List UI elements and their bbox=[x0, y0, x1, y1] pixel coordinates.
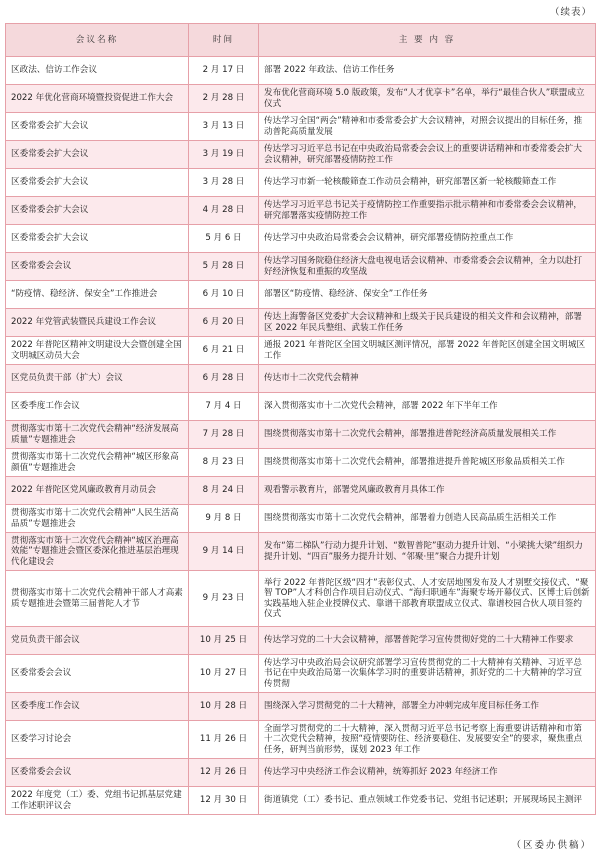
cell-meeting-name: 2022 年普陀区党风廉政教育月动员会 bbox=[6, 477, 189, 505]
cell-content: 传达学习党的二十大会议精神，部署普陀学习宣传贯彻好党的二十大精神工作要求 bbox=[259, 627, 596, 655]
cell-content: 传达学习习近平总书记关于疫情防控工作重要指示批示精神和市委常委会会议精神，研究部署落实疫情防控工作 bbox=[259, 197, 596, 225]
cell-meeting-name: 区委常委会扩大会议 bbox=[6, 169, 189, 197]
table-row bbox=[6, 309, 596, 337]
cell-date: 3 月 13 日 bbox=[189, 113, 259, 141]
cell-content: 围绕深入学习贯彻党的二十大精神，部署全力冲刺完成年度目标任务工作 bbox=[259, 693, 596, 721]
table-row bbox=[6, 197, 596, 225]
cell-meeting-name: 区委季度工作会议 bbox=[6, 693, 189, 721]
table-row bbox=[6, 113, 596, 141]
cell-date: 6 月 28 日 bbox=[189, 365, 259, 393]
continued-label: （续表） bbox=[549, 7, 592, 18]
table-row bbox=[6, 141, 596, 169]
table-row bbox=[6, 505, 596, 533]
meeting-table bbox=[5, 23, 596, 815]
cell-date: 12 月 26 日 bbox=[189, 759, 259, 787]
cell-meeting-name: 区委季度工作会议 bbox=[6, 393, 189, 421]
cell-meeting-name: 区政法、信访工作会议 bbox=[6, 57, 189, 85]
cell-content: 举行 2022 年普陀区级“四才”表彰仪式、人才安居地图发布及人才别墅交接仪式、“聚智 TOP”人才科创合作项目启动仪式、“海归职通车”海聚专场开幕仪式、区博士后创新实践基地入驻企业授牌仪式、靠谱干部教育联盟成立仪式、靠谱校园合伙人项目签约仪式 bbox=[259, 571, 596, 627]
header-content: 主 要 内 容 bbox=[259, 24, 596, 57]
table-row bbox=[6, 57, 596, 85]
cell-meeting-name: 贯彻落实市第十二次党代会精神“经济发展高质量”专题推进会 bbox=[6, 421, 189, 449]
table-row bbox=[6, 253, 596, 281]
cell-date: 5 月 28 日 bbox=[189, 253, 259, 281]
cell-date: 8 月 24 日 bbox=[189, 477, 259, 505]
cell-date: 5 月 6 日 bbox=[189, 225, 259, 253]
cell-meeting-name: 区委常委会会议 bbox=[6, 253, 189, 281]
cell-meeting-name: 区委常委会扩大会议 bbox=[6, 225, 189, 253]
table-row bbox=[6, 337, 596, 365]
table-row bbox=[6, 421, 596, 449]
table-row bbox=[6, 477, 596, 505]
cell-content: 传达学习国务院稳住经济大盘电视电话会议精神、市委常委会会议精神，全力以赴打好经济恢复和重振的攻坚战 bbox=[259, 253, 596, 281]
cell-date: 9 月 14 日 bbox=[189, 533, 259, 571]
cell-date: 6 月 10 日 bbox=[189, 281, 259, 309]
table-row bbox=[6, 655, 596, 693]
source-note: （区委办供稿） bbox=[511, 840, 592, 851]
table-row bbox=[6, 627, 596, 655]
cell-date: 6 月 21 日 bbox=[189, 337, 259, 365]
cell-content: 部署区“防疫情、稳经济、保安全”工作任务 bbox=[259, 281, 596, 309]
cell-meeting-name: 区委常委会扩大会议 bbox=[6, 141, 189, 169]
table-row bbox=[6, 85, 596, 113]
cell-content: 围绕贯彻落实市第十二次党代会精神，部署推进普陀经济高质量发展相关工作 bbox=[259, 421, 596, 449]
cell-meeting-name: 2022 年度党（工）委、党组书记抓基层党建工作述职评议会 bbox=[6, 787, 189, 815]
cell-content: 深入贯彻落实市十二次党代会精神，部署 2022 年下半年工作 bbox=[259, 393, 596, 421]
cell-meeting-name: 2022 年党管武装暨民兵建设工作会议 bbox=[6, 309, 189, 337]
cell-date: 8 月 23 日 bbox=[189, 449, 259, 477]
cell-date: 3 月 28 日 bbox=[189, 169, 259, 197]
cell-date: 7 月 4 日 bbox=[189, 393, 259, 421]
table-row bbox=[6, 365, 596, 393]
table-row bbox=[6, 449, 596, 477]
cell-content: 传达学习市新一轮核酸筛查工作动员会精神，研究部署区新一轮核酸筛查工作 bbox=[259, 169, 596, 197]
cell-content: 发布“第二梯队”行动力提升计划、“数智普陀”驱动力提升计划、“小梁挑大梁”组织力提升计划、“四百”服务力提升计划、“邻聚·里”聚合力提升计划 bbox=[259, 533, 596, 571]
cell-meeting-name: 2022 年优化营商环境暨投资促进工作大会 bbox=[6, 85, 189, 113]
cell-meeting-name: “防疫情、稳经济、保安全”工作推进会 bbox=[6, 281, 189, 309]
cell-content: 围绕贯彻落实市第十二次党代会精神，部署推进提升普陀城区形象品质相关工作 bbox=[259, 449, 596, 477]
cell-content: 传达学习全国“两会”精神和市委常委会扩大会议精神，对照会议提出的目标任务，推动普陀高质量发展 bbox=[259, 113, 596, 141]
cell-meeting-name: 贯彻落实市第十二次党代会精神“城区形象高颜值”专题推进会 bbox=[6, 449, 189, 477]
cell-meeting-name: 区委常委会会议 bbox=[6, 655, 189, 693]
cell-content: 传达学习中央经济工作会议精神，统筹抓好 2023 年经济工作 bbox=[259, 759, 596, 787]
cell-content: 街道镇党（工）委书记、重点领域工作党委书记、党组书记述职；开展现场民主测评 bbox=[259, 787, 596, 815]
cell-meeting-name: 区委常委会会议 bbox=[6, 759, 189, 787]
cell-date: 3 月 19 日 bbox=[189, 141, 259, 169]
cell-content: 通报 2021 年普陀区全国文明城区测评情况，部署 2022 年普陀区创建全国文明城区工作 bbox=[259, 337, 596, 365]
cell-date: 4 月 28 日 bbox=[189, 197, 259, 225]
cell-date: 6 月 20 日 bbox=[189, 309, 259, 337]
cell-content: 部署 2022 年政法、信访工作任务 bbox=[259, 57, 596, 85]
cell-content: 观看警示教育片，部署党风廉政教育月具体工作 bbox=[259, 477, 596, 505]
table-row bbox=[6, 693, 596, 721]
cell-date: 7 月 28 日 bbox=[189, 421, 259, 449]
cell-meeting-name: 贯彻落实市第十二次党代会精神“城区治理高效能”专题推进会暨区委深化推进基层治理现代化建设会 bbox=[6, 533, 189, 571]
cell-date: 10 月 25 日 bbox=[189, 627, 259, 655]
cell-content: 围绕贯彻落实市第十二次党代会精神，部署着力创造人民高品质生活相关工作 bbox=[259, 505, 596, 533]
table-row bbox=[6, 571, 596, 627]
cell-content: 全面学习贯彻党的二十大精神，深入贯彻习近平总书记考察上海重要讲话精神和市第十二次党代会精神，按照“疫情要防住、经济要稳住、发展要安全”的要求，聚焦重点任务，研判当前形势，谋划 2023 年工作 bbox=[259, 721, 596, 759]
cell-meeting-name: 区党员负责干部（扩大）会议 bbox=[6, 365, 189, 393]
header-name: 会议名称 bbox=[6, 24, 189, 57]
cell-meeting-name: 区委常委会扩大会议 bbox=[6, 197, 189, 225]
cell-meeting-name: 贯彻落实市第十二次党代会精神“人民生活高品质”专题推进会 bbox=[6, 505, 189, 533]
cell-content: 传达市十二次党代会精神 bbox=[259, 365, 596, 393]
table-row bbox=[6, 225, 596, 253]
cell-content: 传达学习中央政治局会议研究部署学习宣传贯彻党的二十大精神有关精神、习近平总书记在中央政治局第一次集体学习时的重要讲话精神，抓好党的二十大精神的学习宣传贯彻 bbox=[259, 655, 596, 693]
cell-meeting-name: 党员负责干部会议 bbox=[6, 627, 189, 655]
cell-date: 9 月 8 日 bbox=[189, 505, 259, 533]
cell-meeting-name: 2022 年普陀区精神文明建设大会暨创建全国文明城区动员大会 bbox=[6, 337, 189, 365]
cell-date: 11 月 26 日 bbox=[189, 721, 259, 759]
table-row bbox=[6, 533, 596, 571]
cell-date: 10 月 27 日 bbox=[189, 655, 259, 693]
cell-date: 2 月 17 日 bbox=[189, 57, 259, 85]
cell-meeting-name: 区委常委会扩大会议 bbox=[6, 113, 189, 141]
table-header-row bbox=[6, 24, 596, 57]
cell-content: 传达学习习近平总书记在中央政治局常委会会议上的重要讲话精神和市委常委会扩大会议精神，研究部署疫情防控工作 bbox=[259, 141, 596, 169]
cell-content: 传达学习中央政治局常委会会议精神，研究部署疫情防控重点工作 bbox=[259, 225, 596, 253]
cell-date: 12 月 30 日 bbox=[189, 787, 259, 815]
cell-content: 发布优化营商环境 5.0 版政策，发布“人才优享卡”名单，举行“最佳合伙人”联盟成立仪式 bbox=[259, 85, 596, 113]
cell-date: 9 月 23 日 bbox=[189, 571, 259, 627]
table-row bbox=[6, 721, 596, 759]
table-row bbox=[6, 787, 596, 815]
cell-date: 10 月 28 日 bbox=[189, 693, 259, 721]
cell-meeting-name: 区委学习讨论会 bbox=[6, 721, 189, 759]
cell-date: 2 月 28 日 bbox=[189, 85, 259, 113]
table-row bbox=[6, 169, 596, 197]
table-row bbox=[6, 393, 596, 421]
cell-meeting-name: 贯彻落实市第十二次党代会精神干部人才高素质专题推进会暨第三届普陀人才节 bbox=[6, 571, 189, 627]
cell-content: 传达上海警备区党委扩大会议精神和上级关于民兵建设的相关文件和会议精神，部署区 2022 年民兵整组、武装工作任务 bbox=[259, 309, 596, 337]
table-row bbox=[6, 281, 596, 309]
table-row bbox=[6, 759, 596, 787]
header-date: 时间 bbox=[189, 24, 259, 57]
